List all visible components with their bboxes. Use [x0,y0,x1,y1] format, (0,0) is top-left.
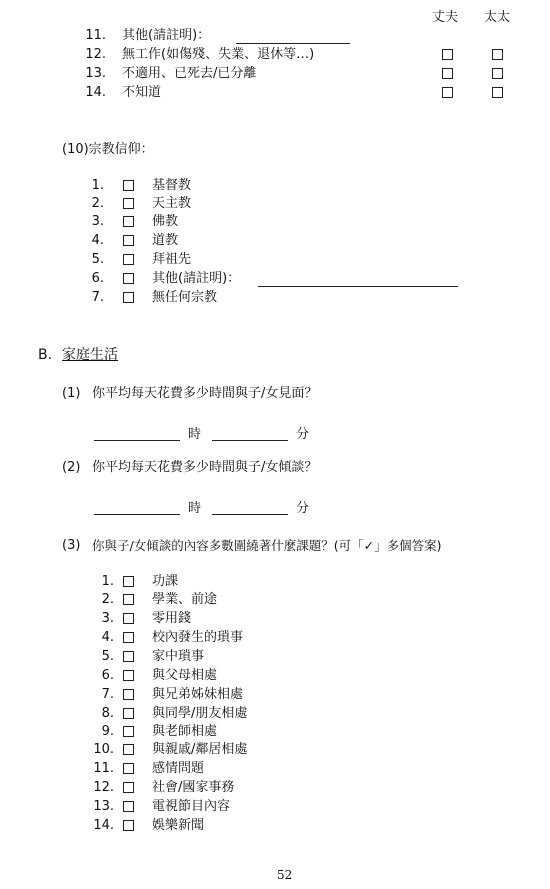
q1-num: (1) [62,386,81,401]
religion-checkbox[interactable] [123,216,134,227]
topic-checkbox[interactable] [123,689,134,700]
topic-num: 3. [101,611,114,626]
husband-checkbox[interactable] [442,49,453,60]
q1-minute-unit: 分 [296,427,310,442]
religion-label: 基督教 [152,178,192,193]
topic-checkbox[interactable] [123,651,134,662]
topic-checkbox[interactable] [123,726,134,737]
religion-label: 天主教 [152,196,192,211]
religion-num: 6. [91,271,104,286]
religion-checkbox[interactable] [123,292,134,303]
q1-minutes-blank[interactable] [212,440,288,441]
occupation-num: 11. [85,28,106,43]
q2-num: (2) [62,460,81,475]
religion-checkbox[interactable] [123,180,134,191]
topic-num: 2. [101,592,114,607]
topic-checkbox[interactable] [123,763,134,774]
religion-label: 其他(請註明)： [152,271,241,286]
q2-minutes-blank[interactable] [212,514,288,515]
occupation-label: 無工作(如傷殘、失業、退休等…) [122,47,315,62]
religion-label: 拜祖先 [152,252,192,267]
q3-num: (3) [62,538,81,553]
topic-label: 與兄弟姊妹相處 [152,687,244,702]
topic-checkbox[interactable] [123,632,134,643]
topic-checkbox[interactable] [123,613,134,624]
occupation-label: 不知道 [122,85,162,100]
col-header-wife: 太太 [484,10,511,25]
topic-num: 12. [93,780,114,795]
topic-checkbox[interactable] [123,820,134,831]
religion-title: (10)宗教信仰： [62,142,154,157]
topic-checkbox[interactable] [123,782,134,793]
husband-checkbox[interactable] [442,87,453,98]
occupation-label: 其他(請註明)： [122,28,211,43]
religion-checkbox[interactable] [123,235,134,246]
religion-label: 道教 [152,233,179,248]
topic-num: 1. [101,574,114,589]
religion-num: 1. [91,178,104,193]
religion-num: 4. [91,233,104,248]
husband-checkbox[interactable] [442,68,453,79]
topic-num: 4. [101,630,114,645]
q1-hours-blank[interactable] [94,440,180,441]
topic-label: 與同學/朋友相處 [152,706,248,721]
topic-label: 學業、前途 [152,592,218,607]
wife-checkbox[interactable] [492,87,503,98]
topic-num: 10. [93,742,114,757]
topic-label: 校內發生的瑣事 [152,630,244,645]
religion-num: 2. [91,196,104,211]
wife-checkbox[interactable] [492,68,503,79]
topic-num: 11. [93,761,114,776]
religion-label: 無任何宗教 [152,290,218,305]
q2-hour-unit: 時 [188,501,202,516]
topic-checkbox[interactable] [123,744,134,755]
religion-checkbox[interactable] [123,254,134,265]
page-number: 52 [277,868,293,882]
topic-checkbox[interactable] [123,801,134,812]
topic-num: 5. [101,649,114,664]
topic-label: 電視節目內容 [152,799,231,814]
religion-num: 5. [91,252,104,267]
topic-label: 零用錢 [152,611,192,626]
topic-label: 與親戚/鄰居相處 [152,742,248,757]
topic-num: 14. [93,818,114,833]
q1-text: 你平均每天花費多少時間與子/女見面？ [92,386,318,401]
topic-label: 家中瑣事 [152,649,205,664]
topic-label: 功課 [152,574,179,589]
topic-num: 7. [101,687,114,702]
occupation-num: 13. [85,66,106,81]
topic-label: 感情問題 [152,761,205,776]
q2-text: 你平均每天花費多少時間與子/女傾談？ [92,460,318,475]
religion-num: 7. [91,290,104,305]
religion-checkbox[interactable] [123,198,134,209]
topic-checkbox[interactable] [123,594,134,605]
topic-checkbox[interactable] [123,576,134,587]
occupation-num: 14. [85,85,106,100]
occupation-num: 12. [85,47,106,62]
q3-text: 你與子/女傾談的內容多數圍繞著什麼課題？(可「✓」多個答案) [92,538,442,553]
topic-label: 娛樂新聞 [152,818,205,833]
religion-checkbox[interactable] [123,273,134,284]
occupation-label: 不適用、已死去/已分離 [122,66,257,81]
q2-minute-unit: 分 [296,501,310,516]
section-b-title: 家庭生活 [62,347,118,363]
topic-label: 社會/國家事務 [152,780,235,795]
occupation-other-blank[interactable] [236,43,350,44]
topic-num: 9. [101,724,114,739]
religion-label: 佛教 [152,214,179,229]
topic-label: 與父母相處 [152,668,218,683]
religion-num: 3. [91,214,104,229]
topic-num: 8. [101,706,114,721]
topic-checkbox[interactable] [123,708,134,719]
q1-hour-unit: 時 [188,427,202,442]
topic-label: 與老師相處 [152,724,218,739]
topic-checkbox[interactable] [123,670,134,681]
topic-num: 13. [93,799,114,814]
section-b-letter: B. [38,347,53,363]
col-header-husband: 丈夫 [432,10,459,25]
q2-hours-blank[interactable] [94,514,180,515]
topic-num: 6. [101,668,114,683]
religion-other-blank[interactable] [258,286,458,287]
wife-checkbox[interactable] [492,49,503,60]
